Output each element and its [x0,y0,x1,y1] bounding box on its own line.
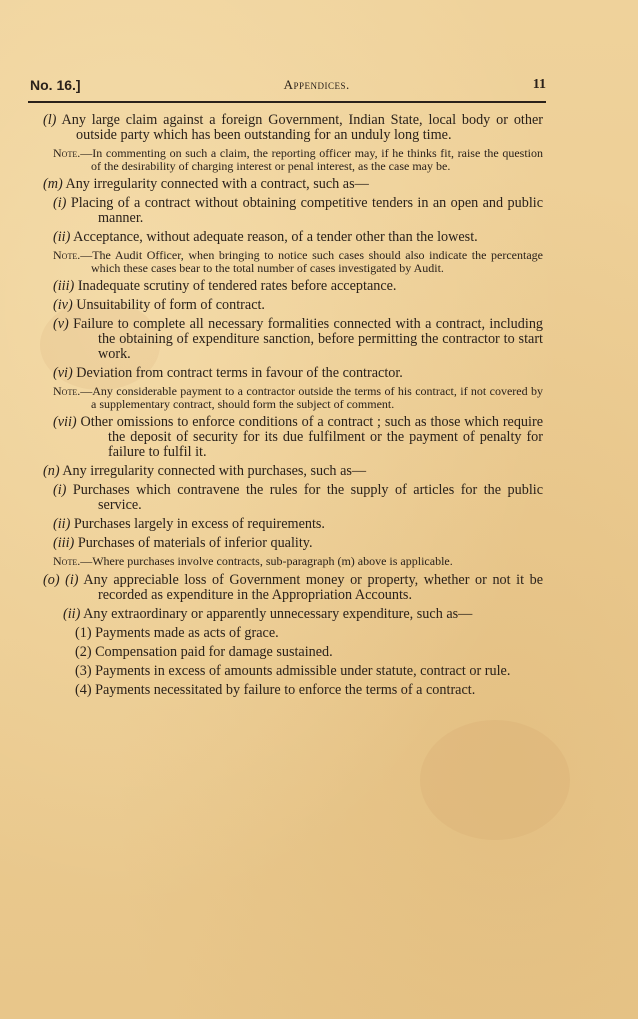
clause-n-ii: (ii) Purchases largely in excess of requirements. [53,516,325,532]
clause-o-ii: (ii) Any extraordinary or apparently unnecessary expenditure, such as— [63,605,473,622]
clause-m-vii: (vii) Other omissions to enforce conditions of a contract ; such as those which require the deposit of security for its due fulfilment or the payment of penalty for failure to fulfil it. [53,414,543,460]
header-document-number: No. 16.] [30,77,81,93]
clause-m-v: (v) Failure to complete all necessary formalities connected with a contract, including the obtaining of expenditure sanction, before permitting the contractor to start work. [53,316,544,362]
note-3: Note.—Any considerable payment to a contractor outside the terms of his contract, if not covered by a supplementary contract, should form the subject of comment. [53,384,543,411]
note-4: Note.—Where purchases involve contracts, sub-paragraph (m) above is applicable. [53,554,453,568]
document-body [43,112,544,702]
note-2: Note.—The Audit Officer, when bringing to notice such cases should also indicate the percentage which these cases bear to the total number of cases investigated by Audit. [53,248,543,275]
note-1: Note.—In commenting on such a claim, the reporting officer may, if he thinks fit, raise the question of the desirability of charging interest or penal interest, as the case may be. [53,146,543,173]
clause-m-iv: (iv) Unsuitability of form of contract. [53,297,265,313]
clause-m-iii: (iii) Inadequate scrutiny of tendered rates before acceptance. [53,278,397,294]
page-header [30,74,546,96]
clause-n: (n) Any irregularity connected with purchases, such as— [43,463,367,479]
clause-o-i: (o) (i) Any appreciable loss of Government money or property, whether or not it be recorded as expenditure in the Appropriation Accounts. [43,571,544,603]
paper-stain [420,720,570,840]
clause-m-i: (i) Placing of a contract without obtaining competitive tenders in an open and public manner. [53,195,544,226]
clause-n-iii: (iii) Purchases of materials of inferior quality. [53,535,313,551]
clause-m-vi: (vi) Deviation from contract terms in favour of the contractor. [53,365,403,381]
clause-l: (l) Any large claim against a foreign Government, Indian State, local body or other outside party which has been outstanding for an unduly long time. [43,112,543,143]
clause-m: (m) Any irregularity connected with a contract, such as— [43,176,369,192]
clause-o-ii-4: (4) Payments necessitated by failure to enforce the terms of a contract. [75,681,476,698]
header-page-number: 11 [532,77,546,92]
clause-m-ii: (ii) Acceptance, without adequate reason, of a tender other than the lowest. [53,229,478,245]
header-rule [28,101,546,103]
clause-o-ii-1: (1) Payments made as acts of grace. [75,624,279,641]
clause-n-i: (i) Purchases which contravene the rules for the supply of articles for the public service. [53,482,543,513]
header-section-title: Appendices. [283,77,350,92]
clause-o-ii-3: (3) Payments in excess of amounts admissible under statute, contract or rule. [75,662,511,679]
clause-o-ii-2: (2) Compensation paid for damage sustained. [75,643,333,660]
